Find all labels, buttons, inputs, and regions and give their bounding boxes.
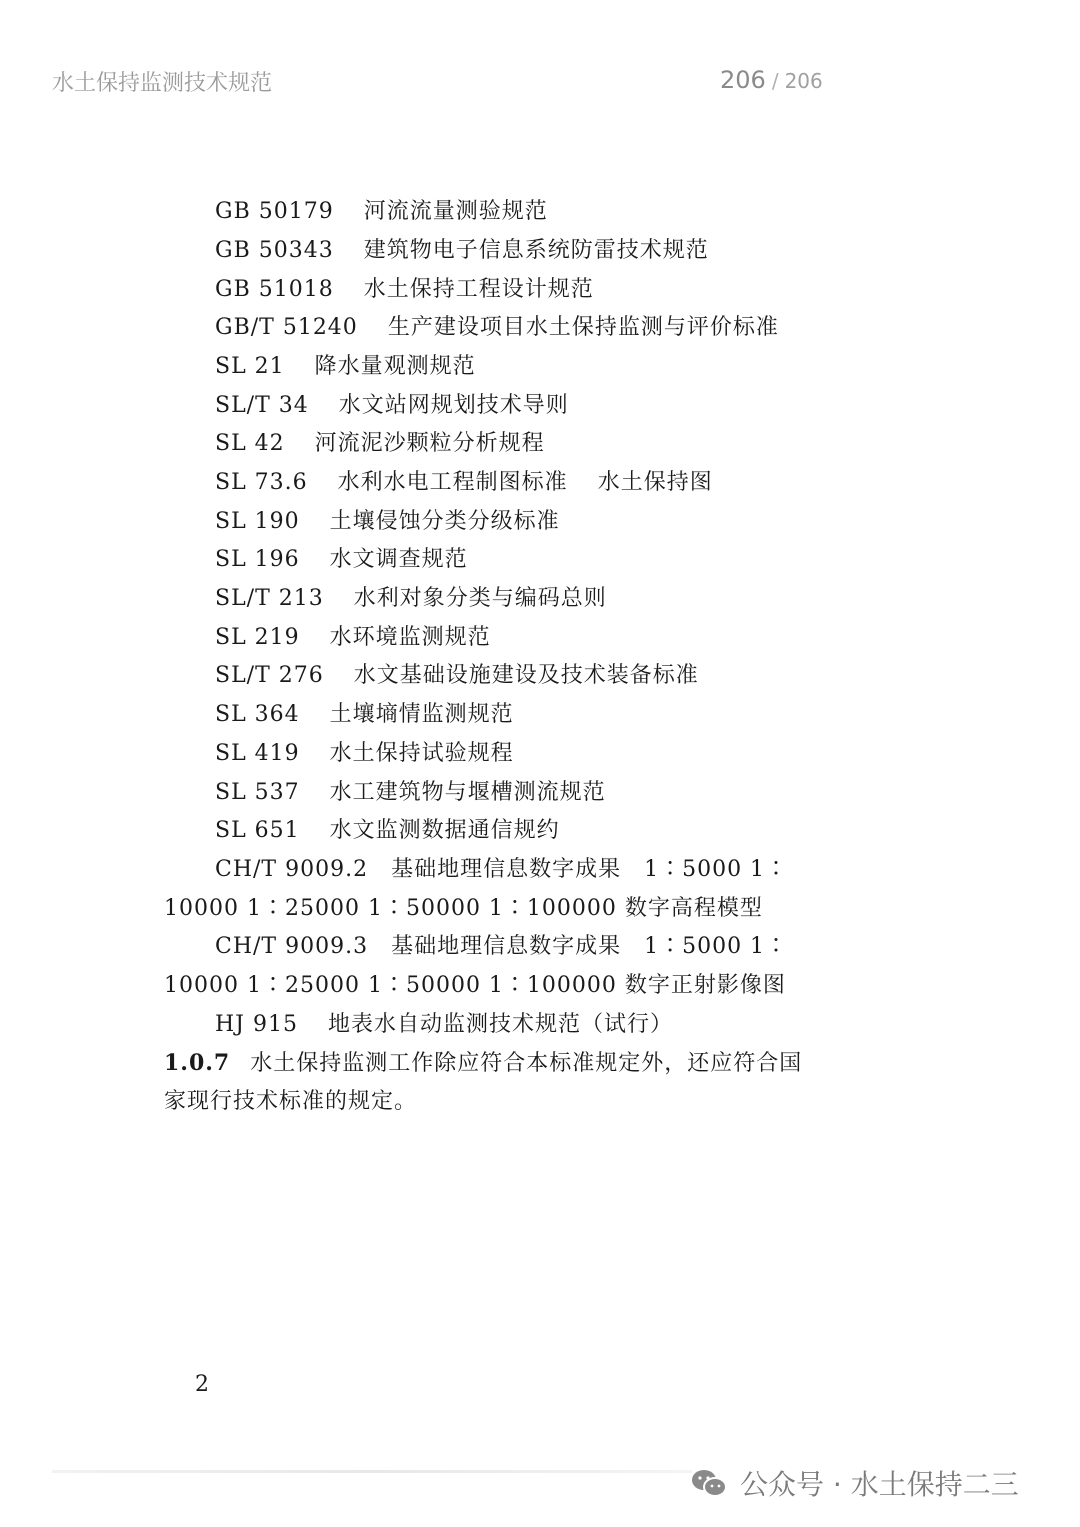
reference-line: SL 190 土壤侵蚀分类分级标准 (215, 509, 560, 534)
reference-line: GB 50343 建筑物电子信息系统防雷技术规范 (215, 238, 709, 263)
viewer-title: 水土保持监测技术规范 (52, 71, 273, 96)
clause-text: 水土保持监测工作除应符合本标准规定外，还应符合国 (250, 1051, 803, 1076)
reference-line: GB 51018 水土保持工程设计规范 (215, 277, 594, 302)
reference-line: SL 651 水文监测数据通信规约 (215, 818, 560, 843)
footer-divider (52, 1470, 692, 1473)
reference-line: SL/T 276 水文基础设施建设及技术装备标准 (215, 663, 699, 688)
page-total: 206 (784, 69, 823, 93)
reference-line-long: CH/T 9009.3 基础地理信息数字成果 1∶5000 1∶ (215, 934, 789, 959)
reference-line: SL 219 水环境监测规范 (215, 625, 491, 650)
page-current: 206 (720, 66, 766, 94)
clause-line (164, 1048, 802, 1079)
reference-line: SL/T 213 水利对象分类与编码总则 (215, 586, 607, 611)
reference-line: SL 364 土壤墒情监测规范 (215, 702, 514, 727)
reference-line: SL/T 34 水文站网规划技术导则 (215, 393, 569, 418)
reference-line-long: CH/T 9009.2 基础地理信息数字成果 1∶5000 1∶ (215, 857, 789, 882)
watermark-text: 公众号 · 水土保持二三 (740, 1468, 1019, 1501)
reference-line: GB/T 51240 生产建设项目水土保持监测与评价标准 (215, 315, 779, 340)
page-counter (720, 66, 823, 94)
reference-line: SL 73.6 水利水电工程制图标准 水土保持图 (215, 470, 713, 495)
reference-line: GB 50179 河流流量测验规范 (215, 199, 548, 224)
reference-line: SL 537 水工建筑物与堰槽测流规范 (215, 780, 606, 805)
reference-line: SL 196 水文调查规范 (215, 547, 468, 572)
page-number: 2 (195, 1372, 209, 1397)
clause-continuation: 家现行技术标准的规定。 (164, 1089, 418, 1114)
reference-line: SL 21 降水量观测规范 (215, 354, 476, 379)
reference-line: HJ 915 地表水自动监测技术规范（试行） (215, 1012, 674, 1037)
watermark (690, 1463, 1019, 1503)
reference-line-continuation: 10000 1∶25000 1∶50000 1∶100000 数字高程模型 (164, 896, 763, 921)
page-separator: / (771, 69, 779, 93)
reference-line: SL 42 河流泥沙颗粒分析规程 (215, 431, 545, 456)
wechat-icon (690, 1468, 728, 1498)
reference-line-continuation: 10000 1∶25000 1∶50000 1∶100000 数字正射影像图 (164, 973, 786, 998)
reference-line: SL 419 水土保持试验规程 (215, 741, 514, 766)
clause-number: 1.0.7 (164, 1050, 231, 1076)
